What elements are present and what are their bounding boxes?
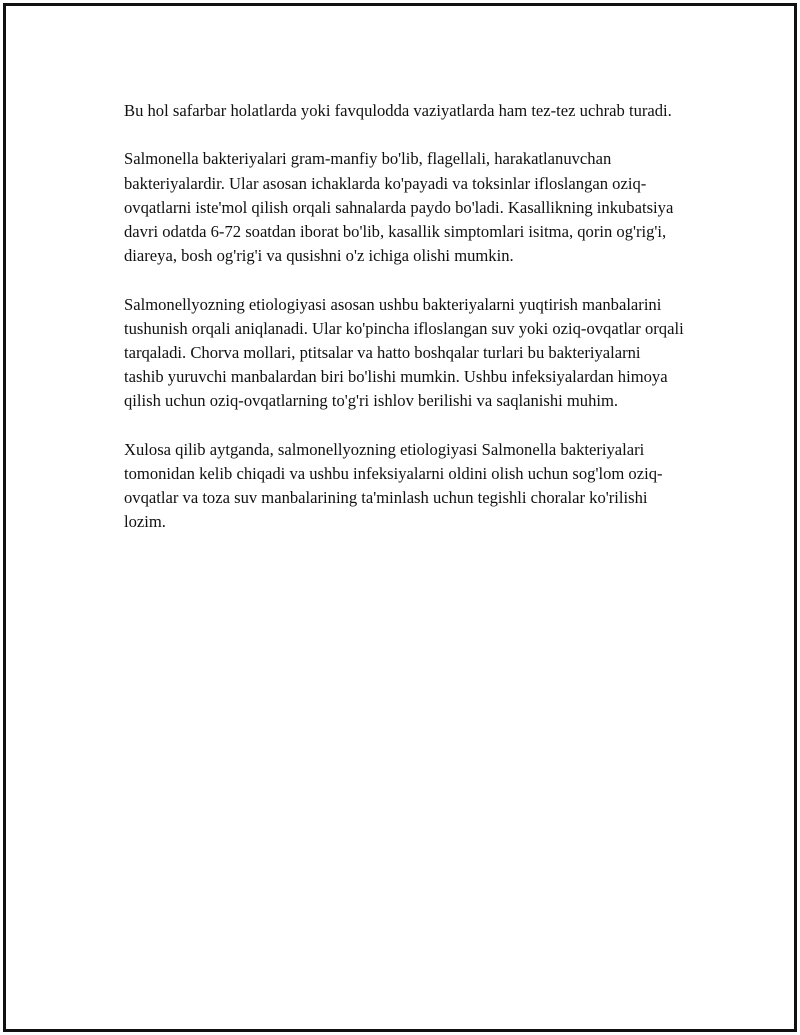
paragraph-4: Xulosa qilib aytganda, salmonellyozning etiologiyasi Salmonella bakteriyalari tomonidan kelib chiqadi va ushbu infeksiyalarni oldini olish uchun sog'lom oziq-ovqatlar va toza suv manbalarining ta'minlash uchun tegishli choralar ko'rilishi lozim. (124, 439, 663, 532)
page-frame (3, 3, 797, 1032)
paragraph-2: Salmonella bakteriyalari gram-manfiy bo'lib, flagellali, harakatlanuvchan bakteriyalardir. Ular asosan ichaklarda ko'payadi va toksinlar ifloslangan oziq-ovqatlarni iste'mol qilish orqali sahnalarda paydo bo'ladi. Kasallikning inkubatsiya davri odatda 6-72 soatdan iborat bo'lib, kasallik simptomlari isitma, qorin og'rig'i, diareya, bosh og'rig'i va qusishni o'z ichiga olishi mumkin. (124, 149, 674, 266)
paragraph-1: Bu hol safarbar holatlarda yoki favqulodda vaziyatlarda ham tez-tez uchrab turadi. (124, 101, 672, 120)
document-body (124, 99, 684, 559)
paragraph-3: Salmonellyozning etiologiyasi asosan ushbu bakteriyalarni yuqtirish manbalarini tushunish orqali aniqlanadi. Ular ko'pincha ifloslangan suv yoki oziq-ovqatlar orqali tarqaladi. Chorva mollari, ptitsalar va hatto boshqalar turlari bu bakteriyalarni tashib yuruvchi manbalardan biri bo'lishi mumkin. Ushbu infeksiyalardan himoya qilish uchun oziq-ovqatlarning to'g'ri ishlov berilishi va saqlanishi muhim. (124, 294, 684, 411)
